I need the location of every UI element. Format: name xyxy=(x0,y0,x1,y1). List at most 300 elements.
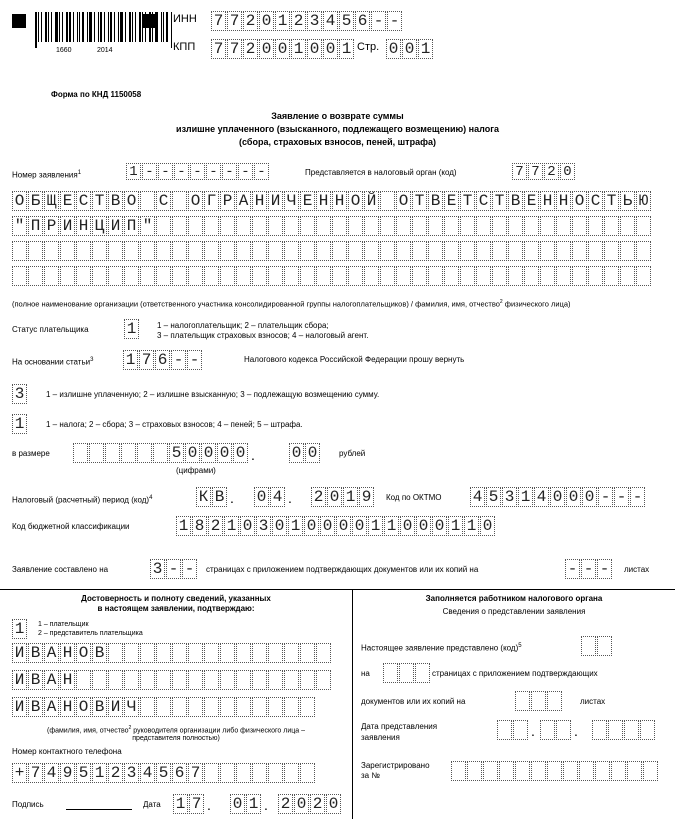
officer-date-year[interactable] xyxy=(592,720,656,740)
char-cell[interactable]: В xyxy=(508,191,523,211)
char-cell[interactable] xyxy=(252,763,267,783)
char-cell[interactable] xyxy=(396,266,411,286)
char-cell[interactable] xyxy=(252,241,267,261)
char-cell[interactable]: 1 xyxy=(224,516,239,536)
char-cell[interactable] xyxy=(300,763,315,783)
char-cell[interactable] xyxy=(172,266,187,286)
char-cell[interactable] xyxy=(124,643,139,663)
char-cell[interactable]: 0 xyxy=(550,487,565,507)
char-cell[interactable]: 1 xyxy=(448,516,463,536)
char-cell[interactable]: 1 xyxy=(291,39,306,59)
char-cell[interactable] xyxy=(172,697,187,717)
char-cell[interactable]: Н xyxy=(540,191,555,211)
char-cell[interactable]: 5 xyxy=(486,487,501,507)
char-cell[interactable]: 1 xyxy=(368,516,383,536)
char-cell[interactable]: Е xyxy=(524,191,539,211)
char-cell[interactable]: 0 xyxy=(304,516,319,536)
char-cell[interactable]: 0 xyxy=(402,39,417,59)
char-cell[interactable] xyxy=(556,720,571,740)
char-cell[interactable]: С xyxy=(76,191,91,211)
char-cell[interactable] xyxy=(460,216,475,236)
char-cell[interactable]: 1 xyxy=(384,516,399,536)
char-cell[interactable] xyxy=(73,443,88,463)
char-cell[interactable]: 0 xyxy=(582,487,597,507)
char-cell[interactable]: - xyxy=(182,559,197,579)
char-cell[interactable] xyxy=(348,216,363,236)
char-cell[interactable] xyxy=(556,241,571,261)
char-cell[interactable]: Т xyxy=(460,191,475,211)
org-name-row[interactable] xyxy=(12,216,652,236)
char-cell[interactable]: 5 xyxy=(169,443,184,463)
char-cell[interactable] xyxy=(60,241,75,261)
char-cell[interactable] xyxy=(332,216,347,236)
char-cell[interactable] xyxy=(380,191,395,211)
char-cell[interactable]: С xyxy=(588,191,603,211)
char-cell[interactable] xyxy=(172,216,187,236)
char-cell[interactable] xyxy=(300,643,315,663)
char-cell[interactable]: И xyxy=(108,216,123,236)
char-cell[interactable] xyxy=(140,191,155,211)
char-cell[interactable]: 7 xyxy=(512,163,527,180)
char-cell[interactable]: " xyxy=(140,216,155,236)
char-cell[interactable] xyxy=(399,663,414,683)
char-cell[interactable] xyxy=(444,266,459,286)
payer-status-cells[interactable] xyxy=(124,319,140,339)
copy-pages-cells[interactable] xyxy=(565,559,613,579)
char-cell[interactable]: 2 xyxy=(243,11,258,31)
char-cell[interactable]: Н xyxy=(332,191,347,211)
char-cell[interactable] xyxy=(451,761,466,781)
tax-period-cells3[interactable] xyxy=(311,487,375,507)
char-cell[interactable] xyxy=(483,761,498,781)
char-cell[interactable] xyxy=(499,761,514,781)
char-cell[interactable] xyxy=(284,697,299,717)
char-cell[interactable]: Е xyxy=(300,191,315,211)
char-cell[interactable]: Н xyxy=(60,670,75,690)
char-cell[interactable]: 4 xyxy=(44,763,59,783)
char-cell[interactable]: В xyxy=(28,643,43,663)
char-cell[interactable] xyxy=(531,761,546,781)
application-number-cells[interactable] xyxy=(126,163,270,180)
char-cell[interactable]: И xyxy=(268,191,283,211)
char-cell[interactable] xyxy=(640,720,655,740)
char-cell[interactable] xyxy=(636,241,651,261)
char-cell[interactable] xyxy=(513,720,528,740)
char-cell[interactable] xyxy=(620,241,635,261)
char-cell[interactable]: О xyxy=(76,643,91,663)
char-cell[interactable]: Н xyxy=(76,216,91,236)
char-cell[interactable] xyxy=(44,241,59,261)
char-cell[interactable]: 6 xyxy=(355,11,370,31)
char-cell[interactable]: 6 xyxy=(172,763,187,783)
char-cell[interactable]: " xyxy=(12,216,27,236)
char-cell[interactable] xyxy=(492,241,507,261)
char-cell[interactable]: 1 xyxy=(92,763,107,783)
char-cell[interactable]: В xyxy=(28,670,43,690)
char-cell[interactable] xyxy=(412,241,427,261)
char-cell[interactable] xyxy=(76,266,91,286)
char-cell[interactable] xyxy=(204,670,219,690)
char-cell[interactable] xyxy=(524,266,539,286)
char-cell[interactable]: 3 xyxy=(307,11,322,31)
char-cell[interactable] xyxy=(316,241,331,261)
char-cell[interactable]: 1 xyxy=(12,414,27,434)
char-cell[interactable] xyxy=(188,266,203,286)
char-cell[interactable] xyxy=(156,697,171,717)
char-cell[interactable]: - xyxy=(238,163,253,180)
char-cell[interactable] xyxy=(547,761,562,781)
char-cell[interactable]: 1 xyxy=(464,516,479,536)
char-cell[interactable] xyxy=(608,720,623,740)
char-cell[interactable] xyxy=(204,216,219,236)
char-cell[interactable] xyxy=(268,697,283,717)
surname-cells[interactable] xyxy=(12,643,332,663)
char-cell[interactable] xyxy=(236,763,251,783)
char-cell[interactable] xyxy=(156,266,171,286)
char-cell[interactable]: 1 xyxy=(288,516,303,536)
char-cell[interactable]: 0 xyxy=(327,487,342,507)
char-cell[interactable]: 1 xyxy=(126,163,141,180)
char-cell[interactable] xyxy=(444,241,459,261)
char-cell[interactable]: 5 xyxy=(339,11,354,31)
char-cell[interactable] xyxy=(300,216,315,236)
officer-date-month[interactable] xyxy=(540,720,572,740)
char-cell[interactable] xyxy=(524,216,539,236)
char-cell[interactable]: 2 xyxy=(310,794,325,814)
char-cell[interactable] xyxy=(380,266,395,286)
char-cell[interactable] xyxy=(643,761,658,781)
char-cell[interactable]: - xyxy=(371,11,386,31)
char-cell[interactable] xyxy=(396,216,411,236)
char-cell[interactable]: П xyxy=(28,216,43,236)
char-cell[interactable]: В xyxy=(28,697,43,717)
char-cell[interactable]: Ц xyxy=(92,216,107,236)
char-cell[interactable]: 7 xyxy=(227,11,242,31)
org-name-row[interactable] xyxy=(12,191,652,211)
char-cell[interactable] xyxy=(220,697,235,717)
char-cell[interactable]: А xyxy=(236,191,251,211)
tax-authority-cells[interactable] xyxy=(512,163,576,180)
char-cell[interactable] xyxy=(531,691,546,711)
char-cell[interactable] xyxy=(204,266,219,286)
char-cell[interactable]: 1 xyxy=(176,516,191,536)
char-cell[interactable] xyxy=(108,643,123,663)
char-cell[interactable]: - xyxy=(158,163,173,180)
char-cell[interactable]: 3 xyxy=(150,559,165,579)
tax-period-cells1[interactable] xyxy=(196,487,228,507)
char-cell[interactable]: 1 xyxy=(275,11,290,31)
char-cell[interactable]: В xyxy=(92,643,107,663)
char-cell[interactable]: Н xyxy=(60,643,75,663)
char-cell[interactable]: 3 xyxy=(502,487,517,507)
char-cell[interactable] xyxy=(76,241,91,261)
char-cell[interactable] xyxy=(172,670,187,690)
char-cell[interactable] xyxy=(428,266,443,286)
signature-line[interactable] xyxy=(66,809,132,810)
char-cell[interactable] xyxy=(284,216,299,236)
char-cell[interactable]: И xyxy=(12,670,27,690)
char-cell[interactable]: 0 xyxy=(480,516,495,536)
char-cell[interactable] xyxy=(236,670,251,690)
char-cell[interactable] xyxy=(204,643,219,663)
kbk-cells[interactable] xyxy=(176,516,496,536)
char-cell[interactable] xyxy=(364,216,379,236)
char-cell[interactable]: Ю xyxy=(636,191,651,211)
char-cell[interactable]: - xyxy=(565,559,580,579)
char-cell[interactable]: И xyxy=(12,643,27,663)
char-cell[interactable] xyxy=(236,266,251,286)
char-cell[interactable]: 0 xyxy=(352,516,367,536)
char-cell[interactable]: 4 xyxy=(534,487,549,507)
char-cell[interactable]: - xyxy=(581,559,596,579)
char-cell[interactable]: 7 xyxy=(189,794,204,814)
char-cell[interactable]: 5 xyxy=(156,763,171,783)
char-cell[interactable]: 0 xyxy=(305,443,320,463)
char-cell[interactable]: Н xyxy=(556,191,571,211)
char-cell[interactable]: 0 xyxy=(323,39,338,59)
char-cell[interactable]: Ч xyxy=(124,697,139,717)
char-cell[interactable] xyxy=(364,266,379,286)
char-cell[interactable] xyxy=(460,241,475,261)
char-cell[interactable]: 2 xyxy=(278,794,293,814)
char-cell[interactable] xyxy=(300,241,315,261)
phone-cells[interactable] xyxy=(12,763,316,783)
char-cell[interactable]: - xyxy=(254,163,269,180)
char-cell[interactable]: Б xyxy=(28,191,43,211)
char-cell[interactable]: Р xyxy=(44,216,59,236)
char-cell[interactable]: 7 xyxy=(139,350,154,370)
char-cell[interactable] xyxy=(581,636,596,656)
char-cell[interactable] xyxy=(268,266,283,286)
patronymic-cells[interactable] xyxy=(12,697,316,717)
char-cell[interactable] xyxy=(172,241,187,261)
char-cell[interactable]: 4 xyxy=(323,11,338,31)
char-cell[interactable] xyxy=(515,761,530,781)
char-cell[interactable] xyxy=(172,191,187,211)
char-cell[interactable]: - xyxy=(630,487,645,507)
char-cell[interactable]: 1 xyxy=(173,794,188,814)
char-cell[interactable]: Н xyxy=(316,191,331,211)
char-cell[interactable] xyxy=(124,670,139,690)
char-cell[interactable] xyxy=(204,697,219,717)
char-cell[interactable] xyxy=(44,266,59,286)
char-cell[interactable] xyxy=(140,670,155,690)
char-cell[interactable]: О xyxy=(396,191,411,211)
officer-sheets-cells[interactable] xyxy=(515,691,563,711)
char-cell[interactable]: 1 xyxy=(124,319,139,339)
char-cell[interactable] xyxy=(140,241,155,261)
submitted-code-cells[interactable] xyxy=(581,636,613,656)
char-cell[interactable]: И xyxy=(12,697,27,717)
char-cell[interactable]: 7 xyxy=(188,763,203,783)
char-cell[interactable] xyxy=(380,216,395,236)
char-cell[interactable]: - xyxy=(598,487,613,507)
char-cell[interactable] xyxy=(524,241,539,261)
char-cell[interactable] xyxy=(92,241,107,261)
char-cell[interactable] xyxy=(316,670,331,690)
char-cell[interactable]: 0 xyxy=(201,443,216,463)
char-cell[interactable]: О xyxy=(76,697,91,717)
tax-period-cells2[interactable] xyxy=(254,487,286,507)
char-cell[interactable]: Й xyxy=(364,191,379,211)
char-cell[interactable]: 4 xyxy=(470,487,485,507)
char-cell[interactable] xyxy=(220,670,235,690)
char-cell[interactable] xyxy=(508,241,523,261)
char-cell[interactable] xyxy=(89,443,104,463)
char-cell[interactable]: 2 xyxy=(291,11,306,31)
char-cell[interactable]: Е xyxy=(60,191,75,211)
char-cell[interactable] xyxy=(268,216,283,236)
char-cell[interactable] xyxy=(588,266,603,286)
char-cell[interactable]: 1 xyxy=(339,39,354,59)
char-cell[interactable] xyxy=(156,241,171,261)
char-cell[interactable]: 3 xyxy=(124,763,139,783)
char-cell[interactable] xyxy=(444,216,459,236)
char-cell[interactable]: 7 xyxy=(211,11,226,31)
char-cell[interactable]: 2 xyxy=(311,487,326,507)
char-cell[interactable]: А xyxy=(44,697,59,717)
char-cell[interactable]: А xyxy=(44,670,59,690)
char-cell[interactable] xyxy=(252,670,267,690)
char-cell[interactable] xyxy=(268,670,283,690)
pages-cells[interactable] xyxy=(150,559,198,579)
char-cell[interactable]: Ь xyxy=(620,191,635,211)
char-cell[interactable]: 2 xyxy=(243,39,258,59)
char-cell[interactable] xyxy=(620,216,635,236)
char-cell[interactable] xyxy=(563,761,578,781)
char-cell[interactable]: 0 xyxy=(259,11,274,31)
char-cell[interactable] xyxy=(412,216,427,236)
char-cell[interactable] xyxy=(284,670,299,690)
char-cell[interactable]: 6 xyxy=(155,350,170,370)
char-cell[interactable]: 4 xyxy=(270,487,285,507)
char-cell[interactable] xyxy=(252,266,267,286)
char-cell[interactable]: 0 xyxy=(320,516,335,536)
char-cell[interactable] xyxy=(396,241,411,261)
char-cell[interactable]: 9 xyxy=(359,487,374,507)
char-cell[interactable] xyxy=(76,670,91,690)
char-cell[interactable]: 8 xyxy=(192,516,207,536)
char-cell[interactable]: 7 xyxy=(28,763,43,783)
char-cell[interactable] xyxy=(12,241,27,261)
char-cell[interactable] xyxy=(188,670,203,690)
char-cell[interactable]: 0 xyxy=(233,443,248,463)
char-cell[interactable]: И xyxy=(60,216,75,236)
char-cell[interactable] xyxy=(188,216,203,236)
char-cell[interactable]: Р xyxy=(220,191,235,211)
char-cell[interactable]: Г xyxy=(204,191,219,211)
char-cell[interactable] xyxy=(268,241,283,261)
char-cell[interactable] xyxy=(140,697,155,717)
officer-date-day[interactable] xyxy=(497,720,529,740)
char-cell[interactable] xyxy=(604,216,619,236)
name-cells[interactable] xyxy=(12,670,332,690)
char-cell[interactable]: П xyxy=(124,216,139,236)
char-cell[interactable]: 1 xyxy=(123,350,138,370)
char-cell[interactable] xyxy=(137,443,152,463)
char-cell[interactable] xyxy=(492,266,507,286)
char-cell[interactable] xyxy=(172,643,187,663)
char-cell[interactable] xyxy=(105,443,120,463)
char-cell[interactable] xyxy=(252,643,267,663)
char-cell[interactable]: - xyxy=(222,163,237,180)
char-cell[interactable]: - xyxy=(171,350,186,370)
char-cell[interactable]: Т xyxy=(92,191,107,211)
char-cell[interactable]: Ч xyxy=(284,191,299,211)
char-cell[interactable] xyxy=(156,216,171,236)
char-cell[interactable] xyxy=(467,761,482,781)
amount-cells[interactable] xyxy=(73,443,249,463)
char-cell[interactable] xyxy=(108,670,123,690)
char-cell[interactable] xyxy=(383,663,398,683)
char-cell[interactable]: - xyxy=(174,163,189,180)
char-cell[interactable]: К xyxy=(196,487,211,507)
char-cell[interactable]: 0 xyxy=(386,39,401,59)
char-cell[interactable]: 1 xyxy=(12,619,27,639)
date-day-cells[interactable] xyxy=(173,794,205,814)
char-cell[interactable]: 2 xyxy=(208,516,223,536)
char-cell[interactable]: 0 xyxy=(289,443,304,463)
char-cell[interactable]: В xyxy=(108,191,123,211)
char-cell[interactable] xyxy=(156,670,171,690)
char-cell[interactable] xyxy=(636,216,651,236)
char-cell[interactable]: Т xyxy=(412,191,427,211)
char-cell[interactable] xyxy=(300,670,315,690)
char-cell[interactable] xyxy=(540,216,555,236)
char-cell[interactable] xyxy=(60,266,75,286)
char-cell[interactable] xyxy=(124,241,139,261)
char-cell[interactable]: 3 xyxy=(12,384,27,404)
char-cell[interactable] xyxy=(188,697,203,717)
char-cell[interactable] xyxy=(588,216,603,236)
char-cell[interactable]: 2 xyxy=(544,163,559,180)
char-cell[interactable] xyxy=(220,241,235,261)
char-cell[interactable] xyxy=(236,697,251,717)
char-cell[interactable]: 0 xyxy=(240,516,255,536)
char-cell[interactable] xyxy=(592,720,607,740)
char-cell[interactable] xyxy=(236,216,251,236)
char-cell[interactable] xyxy=(579,761,594,781)
char-cell[interactable]: - xyxy=(142,163,157,180)
char-cell[interactable] xyxy=(540,720,555,740)
char-cell[interactable] xyxy=(236,241,251,261)
char-cell[interactable]: С xyxy=(476,191,491,211)
char-cell[interactable] xyxy=(572,216,587,236)
char-cell[interactable]: 1 xyxy=(518,487,533,507)
char-cell[interactable] xyxy=(348,266,363,286)
page-cells[interactable] xyxy=(386,39,434,59)
char-cell[interactable]: - xyxy=(387,11,402,31)
char-cell[interactable]: 0 xyxy=(254,487,269,507)
char-cell[interactable]: 0 xyxy=(275,39,290,59)
char-cell[interactable] xyxy=(28,241,43,261)
char-cell[interactable]: 0 xyxy=(560,163,575,180)
char-cell[interactable]: О xyxy=(572,191,587,211)
char-cell[interactable]: 0 xyxy=(294,794,309,814)
char-cell[interactable] xyxy=(604,266,619,286)
char-cell[interactable]: 0 xyxy=(272,516,287,536)
officer-pages-cells[interactable] xyxy=(383,663,431,683)
char-cell[interactable]: - xyxy=(166,559,181,579)
char-cell[interactable] xyxy=(204,241,219,261)
char-cell[interactable]: 0 xyxy=(230,794,245,814)
char-cell[interactable] xyxy=(28,266,43,286)
org-name-row[interactable] xyxy=(12,241,652,261)
char-cell[interactable]: Н xyxy=(60,697,75,717)
article-cells[interactable] xyxy=(123,350,203,370)
char-cell[interactable] xyxy=(364,241,379,261)
char-cell[interactable] xyxy=(476,216,491,236)
